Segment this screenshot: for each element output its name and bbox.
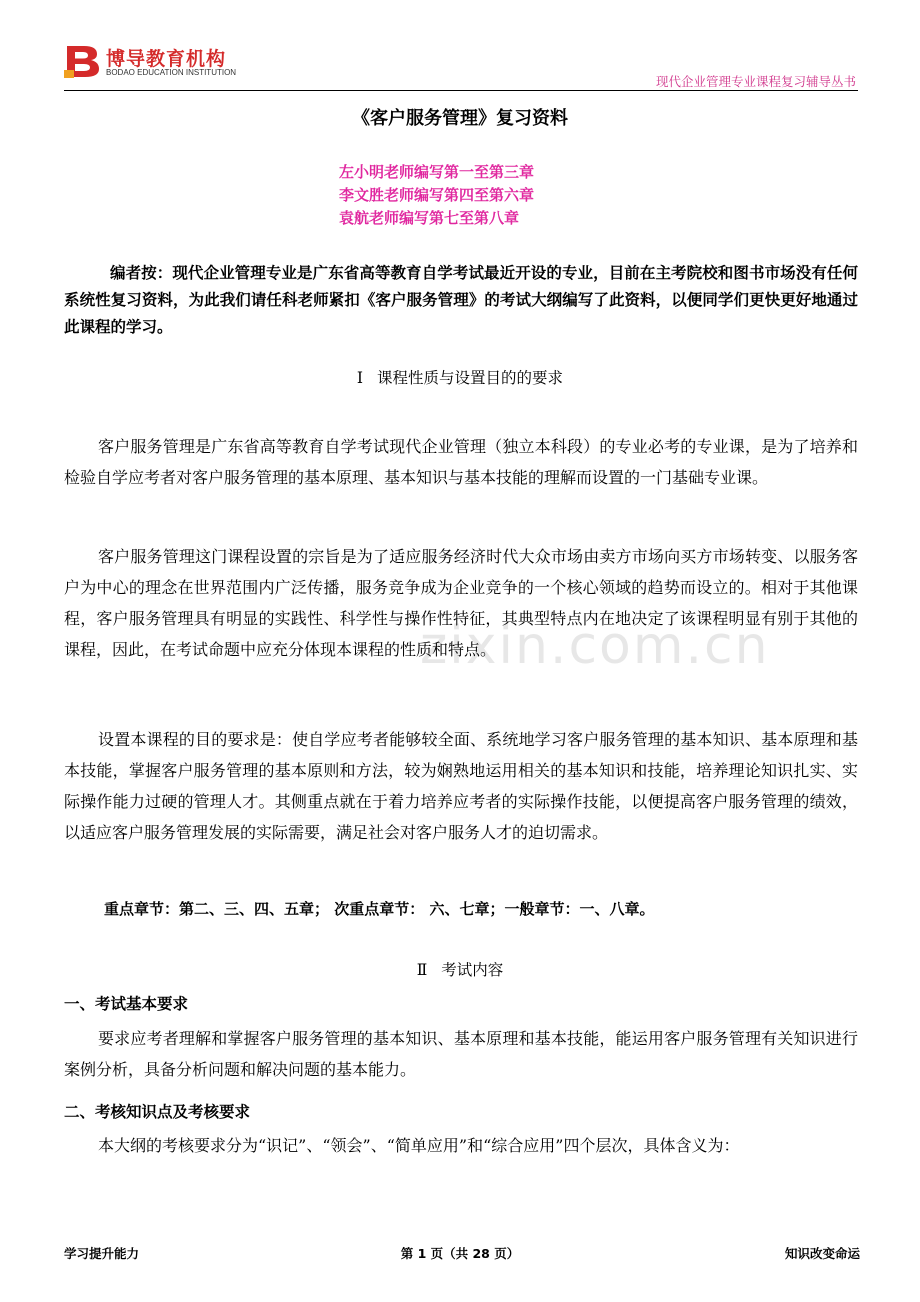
author-line: 左小明老师编写第一至第三章 xyxy=(339,163,535,181)
paragraph: 客户服务管理是广东省高等教育自学考试现代企业管理（独立本科段）的专业必考的专业课，是为了培养和检验自学应考者对客户服务管理的基本原理、基本知识与基本技能的理解而设置的一门基础专业课。 xyxy=(64,437,858,487)
document-title: 《客户服务管理》复习资料 xyxy=(352,108,568,129)
section-title-text: 考试内容 xyxy=(441,961,504,979)
section-number: Ⅰ xyxy=(356,369,364,387)
series-title: 现代企业管理专业课程复习辅导丛书 xyxy=(655,74,856,89)
paragraph: 要求应考者理解和掌握客户服务管理的基本知识、基本原理和基本技能，能运用客户服务管理有关知识进行案例分析，具备分析问题和解决问题的基本能力。 xyxy=(64,1029,858,1079)
logo-english-name: BODAO EDUCATION INSTITUTION xyxy=(106,68,237,77)
subsection-heading: 一、考试基本要求 xyxy=(64,995,189,1013)
header-divider xyxy=(64,90,858,91)
author-list xyxy=(339,161,534,230)
footer-left: 学习提升能力 xyxy=(64,1246,140,1261)
section-2-heading xyxy=(0,958,920,980)
watermark: zixin.com.cn xyxy=(420,616,770,676)
key-chapters: 重点章节：第二、三、四、五章； 次重点章节： 六、七章；一般章节：一、八章。 xyxy=(104,900,655,918)
section-number: Ⅱ xyxy=(416,961,428,979)
footer-right: 知识改变命运 xyxy=(784,1246,860,1261)
editor-note: 编者按：现代企业管理专业是广东省高等教育自学考试最近开设的专业，目前在主考院校和图书市场没有任何系统性复习资料，为此我们请任科老师紧扣《客户服务管理》的考试大纲编写了此资料，以便同学们更快更好地通过此课程的学习。 xyxy=(64,264,858,336)
paragraph: 客户服务管理这门课程设置的宗旨是为了适应服务经济时代大众市场由卖方市场向买方市场转变、以服务客户为中心的理念在世界范围内广泛传播，服务竞争成为企业竞争的一个核心领域的趋势而设立的。相对于其他课程，客户服务管理具有明显的实践性、科学性与操作性特征，其典型特点内在地决定了该课程明显有别于其他的课程，因此，在考试命题中应充分体现本课程的性质和特点。 xyxy=(64,547,858,659)
logo-chinese-name: 博导教育机构 xyxy=(106,48,227,70)
page-number: 第 1 页（共 28 页） xyxy=(400,1246,520,1261)
section-1-heading xyxy=(0,366,920,388)
page-header xyxy=(64,42,858,90)
paragraph: 本大纲的考核要求分为“识记”、“领会”、“简单应用”和“综合应用”四个层次，具体含义为： xyxy=(98,1136,740,1155)
bodao-logo-icon xyxy=(64,44,102,78)
author-line: 李文胜老师编写第四至第六章 xyxy=(339,186,535,204)
subsection-heading: 二、考核知识点及考核要求 xyxy=(64,1103,251,1121)
paragraph: 设置本课程的目的要求是：使自学应考者能够较全面、系统地学习客户服务管理的基本知识、基本原理和基本技能，掌握客户服务管理的基本原则和方法，较为娴熟地运用相关的基本知识和技能，培养理论知识扎实、实际操作能力过硬的管理人才。其侧重点就在于着力培养应考者的实际操作技能，以便提高客户服务管理的绩效，以适应客户服务管理发展的实际需要，满足社会对客户服务人才的迫切需求。 xyxy=(64,730,858,842)
author-line: 袁航老师编写第七至第八章 xyxy=(339,209,520,227)
section-title-text: 课程性质与设置目的的要求 xyxy=(377,369,564,387)
